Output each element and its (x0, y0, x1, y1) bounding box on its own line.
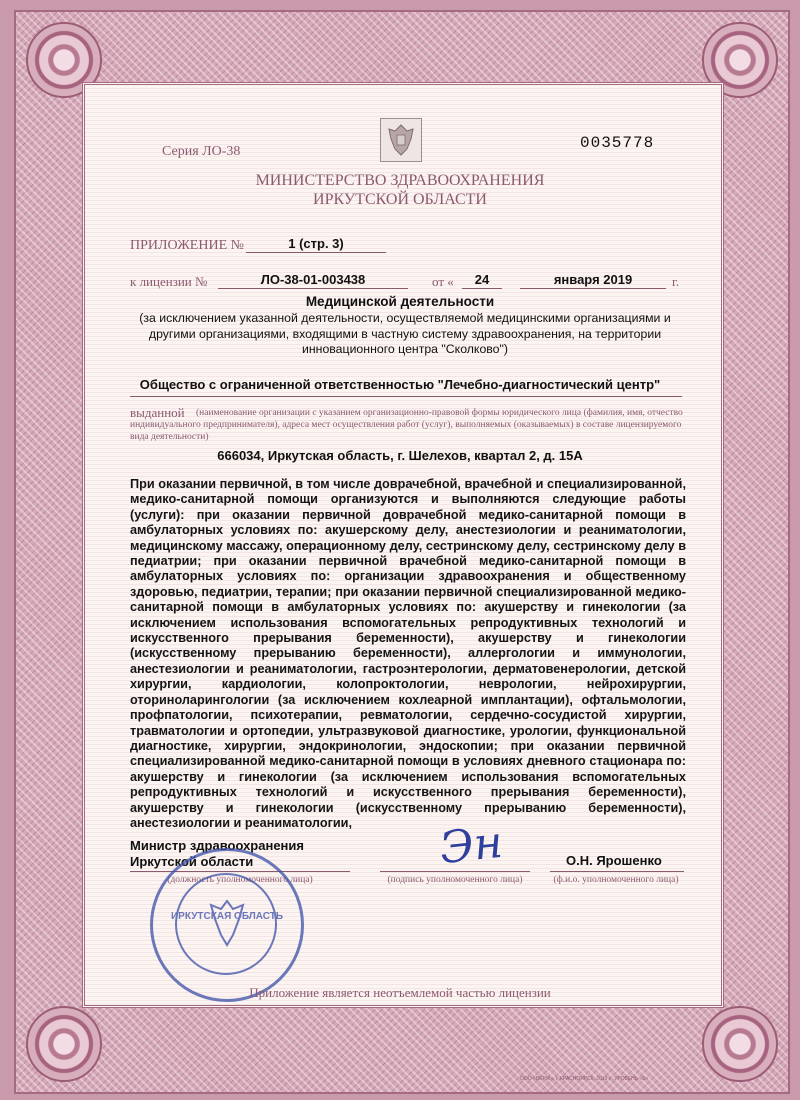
signer-position-line2: Иркутской области (130, 854, 254, 869)
seal-text: ИРКУТСКАЯ ОБЛАСТЬ (170, 911, 284, 922)
issued-note: (наименование организации с указанием организационно-правовой формы юридического лица (фамилия, имя, отчество индивидуального предпринимателя), адреса мест осуществления работ (услуг), выполняемых (оказываемых) в составе лицензируемого вида деятельности) (130, 408, 683, 442)
series-label: Серия ЛО-38 (162, 144, 241, 159)
license-year-suffix: г. (672, 274, 680, 289)
form-number: 0035778 (580, 134, 655, 152)
corner-rosette-icon (26, 1006, 102, 1082)
issued-label: выданной (130, 405, 185, 420)
seal-eagle-icon (203, 897, 251, 951)
month-underline (520, 288, 666, 289)
organization-address: 666034, Иркутская область, г. Шелехов, квартал 2, д. 15А (217, 448, 583, 463)
organization-name: Общество с ограниченной ответственностью "Лечебно-диагностический центр" (139, 377, 661, 392)
handwritten-signature: Эн (437, 816, 506, 875)
organization-underline (130, 396, 682, 397)
annex-label: ПРИЛОЖЕНИЕ № (130, 238, 244, 253)
corner-rosette-icon (702, 1006, 778, 1082)
license-prefix: к лицензии № (130, 274, 208, 289)
signer-name: О.Н. Ярошенко (566, 853, 662, 868)
footer-note: Приложение является неотъемлемой частью лицензии (249, 985, 551, 1000)
annex-number: 1 (стр. 3) (288, 236, 344, 251)
printer-imprint: ООО «ВЕРЖ», г. КРАСНОЯРСК, 2019 г., УРОВЕНЬ «Б» (520, 1076, 649, 1082)
day-underline (462, 288, 502, 289)
signer-position-line1: Министр здравоохранения (130, 838, 304, 853)
annex-underline (246, 252, 386, 253)
name-caption: (ф.и.о. уполномоченного лица) (553, 875, 679, 885)
ministry-title-line1: МИНИСТЕРСТВО ЗДРАВООХРАНЕНИЯ (255, 172, 545, 189)
coat-of-arms-icon (380, 118, 422, 162)
official-seal (150, 848, 304, 1002)
license-month-year: января 2019 (553, 272, 633, 287)
ministry-title-line2: ИРКУТСКОЙ ОБЛАСТИ (313, 191, 487, 208)
license-day: 24 (474, 272, 490, 287)
license-number: ЛО-38-01-003438 (260, 272, 366, 287)
license-from-label: от « (432, 274, 454, 289)
services-list-text: При оказании первичной, в том числе доврачебной, врачебной и специализированной, медико-санитарной помощи организуются и выполняются следующие работы (услуги): при оказании первичной доврачебной медико-санитарной помощи в амбулаторных условиях по: акушерскому делу, анестезиологии и реаниматологии, медицинскому массажу, операционному делу, сестринскому делу, сестринскому делу в педиатрии; при оказании первичной врачебной медико-санитарной помощи в амбулаторных условиях по: организации здравоохранения и общественному здоровью, педиатрии, терапии; при оказании первичной специализированной медико-санитарной помощи в амбулаторных условиях по: акушерству и гинекологии (за исключением использования вспомогательных репродуктивных технологий и искусственного прерывания беременности), акушерству и гинекологии (искусственному прерыванию беременности), аллергологии и иммунологии, анестезиологии и реаниматологии, гастроэнтерологии, дерматовенерологии, детской хирургии, кардиологии, колопроктологии, неврологии, нейрохирургии, оториноларингологии (за исключением кохлеарной имплантации), офтальмологии, профпатологии, психотерапии, ревматологии, сердечно-сосудистой хирургии, травматологии и ортопедии, ультразвуковой диагностике, урологии, функциональной диагностике, хирургии, эндокринологии, эндоскопии; при оказании первичной специализированной медико-санитарной помощи в условиях дневного стационара по: акушерству и гинекологии (за исключением использования вспомогательных репродуктивных технологий и искусственного прерывания беременности), акушерству и гинекологии (искусственному прерыванию беременности), анестезиологии и реаниматологии, (130, 477, 686, 830)
name-underline (550, 871, 684, 872)
signature-caption: (подпись уполномоченного лица) (387, 875, 523, 885)
license-number-underline (218, 288, 408, 289)
position-caption: (должность уполномоченного лица) (167, 875, 313, 885)
signature-underline (380, 871, 530, 872)
activity-title: Медицинской деятельности (305, 294, 495, 309)
activity-note: (за исключением указанной деятельности, осуществляемой медицинскими организациями и другими организациями, входящими в частную систему здравоохранения, на территории инновационного центра "Сколково") (139, 311, 671, 356)
